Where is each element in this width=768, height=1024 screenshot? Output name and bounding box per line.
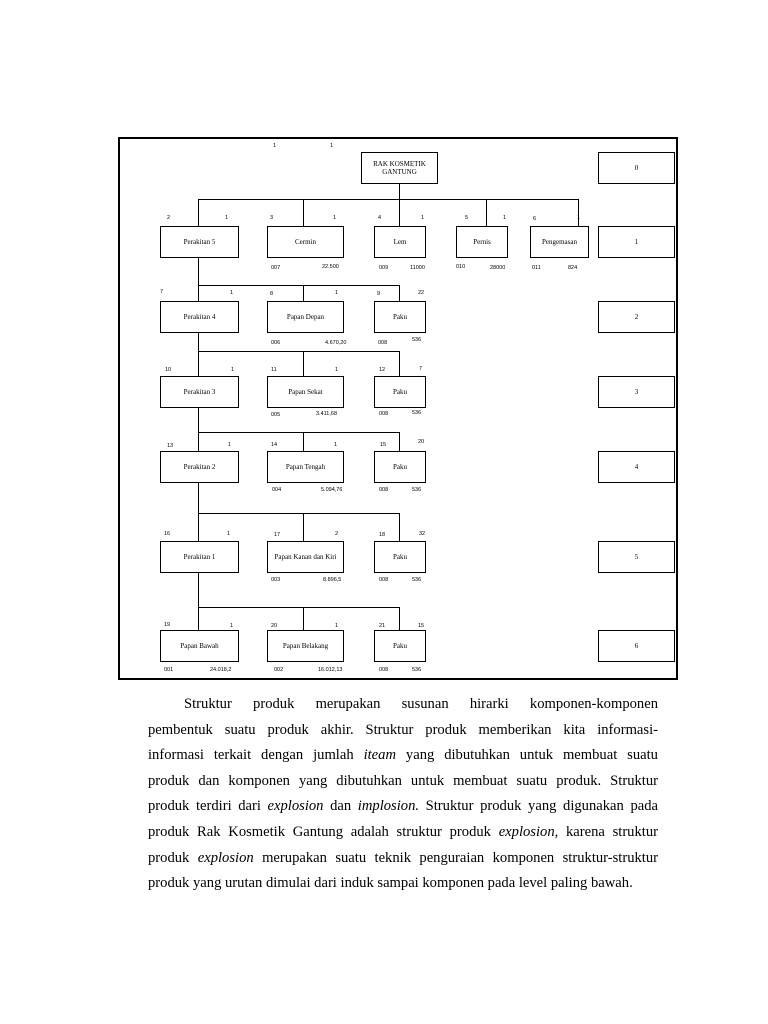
item-cost: 16.012,13 [318,667,343,673]
item-cost: 28000 [490,265,506,271]
node-paku: Paku [374,451,426,483]
connector-line [303,513,304,541]
italic-term: implosion. [357,798,420,815]
item-quantity: 1 [228,442,232,448]
item-number: 2 [167,215,171,221]
node-pengemasan: Pengemasan [530,226,589,258]
item-cost: 11000 [410,265,425,271]
item-number: 5 [465,215,469,221]
item-code: 007 [271,265,281,271]
item-cost: 536 [412,337,422,343]
level-2-box: 2 [598,301,675,333]
level-3-box: 3 [598,376,675,408]
node-papan-tengah: Papan Tengah [267,451,344,483]
text-run: informasi terkait dengan jumlah [148,747,364,764]
connector-line [303,607,304,630]
text-run: Struktur produk merupakan susunan hirarki komponen-komponen [184,696,658,712]
text-run: produk [148,849,198,866]
item-cost: 24.018,2 [210,667,232,673]
item-quantity: 22 [418,290,425,296]
item-quantity: 20 [418,439,425,445]
item-quantity: 1 [227,531,231,537]
connector-line [198,333,199,376]
item-number: 16 [164,531,171,537]
item-code: 008 [379,487,389,493]
paragraph-line [148,846,658,872]
item-number: 4 [378,215,382,221]
connector-line [399,513,400,541]
item-quantity: 15 [418,623,425,629]
item-code: 008 [379,667,389,673]
item-quantity: 1 [335,367,339,373]
connector-line [198,199,199,226]
item-code: 006 [271,340,281,346]
node-paku: Paku [374,301,426,333]
item-quantity: 1 [330,143,334,149]
product-structure-diagram [118,137,678,680]
item-cost: 22.500 [322,264,339,270]
item-number: 6 [533,216,537,222]
item-quantity: 1 [335,290,339,296]
item-number: 8 [270,291,274,297]
item-number: 3 [270,215,274,221]
node-paku: Paku [374,630,426,662]
item-number: 17 [274,532,281,538]
node-papan-belakang: Papan Belakang [267,630,344,662]
node-papan-sekat: Papan Sekat [267,376,344,408]
item-code: 003 [271,577,281,583]
node-paku: Paku [374,541,426,573]
item-cost: 536 [412,577,422,583]
item-quantity: 1 [421,215,425,221]
paragraph-line [148,692,658,718]
item-quantity: 1 [503,215,507,221]
item-cost: 3.411,68 [316,411,338,417]
node-cermin: Cermin [267,226,344,258]
connector-line [399,199,400,226]
connector-line [198,351,400,352]
connector-line [198,199,579,200]
connector-line [198,573,199,630]
item-number: 7 [160,289,164,295]
connector-line [303,351,304,376]
item-quantity: 1 [333,215,337,221]
connector-line [399,285,400,301]
node-papan-kanan-dan-kiri: Papan Kanan dan Kiri [267,541,344,573]
connector-line [198,483,199,541]
paragraph-line [148,820,658,846]
connector-line [578,199,579,226]
item-number: 18 [379,532,386,538]
connector-line [303,285,304,301]
text-run: pembentuk suatu produk akhir. Struktur produk memberikan kita informasi- [148,721,658,738]
item-quantity: 1 [230,623,234,629]
level-5-box: 5 [598,541,675,573]
item-quantity: 1 [334,442,338,448]
text-run: merupakan suatu teknik penguraian komponen struktur-struktur [253,849,658,866]
item-quantity: 1 [231,367,235,373]
italic-term: explosion [498,823,555,840]
item-number: 19 [164,622,171,628]
item-quantity: 2 [335,531,339,537]
item-cost: 824 [568,265,578,271]
level-6-box: 6 [598,630,675,662]
paragraph-line [148,743,658,769]
text-run: produk dan komponen yang dibutuhkan untuk membuat suatu produk. Struktur [148,772,658,789]
text-run: dan [323,798,358,815]
item-number: 11 [271,367,277,373]
item-cost: 536 [412,667,422,673]
text-run: produk terdiri dari [148,798,268,815]
text-run: , karena struktur [554,823,658,840]
text-run: produk yang urutan dimulai dari induk sampai komponen pada level paling bawah. [148,875,633,892]
item-quantity: 1 [230,290,234,296]
item-number: 13 [167,443,174,449]
item-quantity: 1 [335,623,339,629]
connector-line [399,184,400,199]
item-code: 008 [378,340,388,346]
item-number: 14 [271,442,278,448]
item-cost: 536 [412,487,422,493]
item-code: 008 [379,577,389,583]
item-code: 005 [271,412,281,418]
item-code: 010 [456,264,466,270]
connector-line [399,432,400,451]
node-rak-kosmetik-gantung: RAK KOSMETIK GANTUNG [361,152,438,184]
italic-term: iteam [363,747,396,764]
connector-line [486,199,487,226]
item-code: 008 [379,411,389,417]
node-paku: Paku [374,376,426,408]
item-number: 15 [380,442,387,448]
item-number: 9 [377,291,381,297]
node-perakitan-3: Perakitan 3 [160,376,239,408]
item-quantity: 1 [225,215,229,221]
item-number: 10 [165,367,172,373]
item-number: 12 [379,367,386,373]
node-papan-bawah: Papan Bawah [160,630,239,662]
item-cost: 536 [412,410,422,416]
text-run: yang dibutuhkan untuk membuat suatu [396,747,658,764]
item-quantity: 7 [419,366,423,372]
node-perakitan-4: Perakitan 4 [160,301,239,333]
node-perakitan-2: Perakitan 2 [160,451,239,483]
connector-line [198,607,400,608]
level-1-box: 1 [598,226,675,258]
item-cost: 4.670,20 [325,340,347,346]
item-number: 20 [271,623,278,629]
level-0-box: 0 [598,152,675,184]
level-4-box: 4 [598,451,675,483]
item-cost: 5.094,76 [321,487,343,493]
connector-line [303,432,304,451]
node-lem: Lem [374,226,426,258]
node-papan-depan: Papan Depan [267,301,344,333]
italic-term: explosion [267,798,324,815]
paragraph-line [148,794,658,820]
connector-line [399,351,400,376]
item-number: 1 [273,143,277,149]
body-paragraph [148,692,658,897]
paragraph-line [148,769,658,795]
item-quantity: 1 [577,215,581,221]
node-pernis: Pernis [456,226,508,258]
connector-line [198,285,400,286]
item-number: 21 [379,623,386,629]
item-code: 002 [274,667,284,673]
connector-line [399,607,400,630]
connector-line [198,432,400,433]
node-perakitan-1: Perakitan 1 [160,541,239,573]
item-code: 001 [164,667,174,673]
paragraph-line [148,718,658,744]
item-code: 004 [272,487,282,493]
connector-line [198,513,400,514]
connector-line [198,408,199,451]
item-code: 011 [532,265,541,271]
item-code: 009 [379,265,389,271]
item-quantity: 32 [419,531,426,537]
connector-line [198,258,199,301]
text-run: produk Rak Kosmetik Gantung adalah struktur produk [148,823,499,840]
node-perakitan-5: Perakitan 5 [160,226,239,258]
italic-term: explosion [197,849,254,866]
item-cost: 8.896,5 [323,577,342,583]
paragraph-line [148,871,658,897]
text-run: Struktur produk yang digunakan pada [419,798,658,815]
connector-line [303,199,304,226]
